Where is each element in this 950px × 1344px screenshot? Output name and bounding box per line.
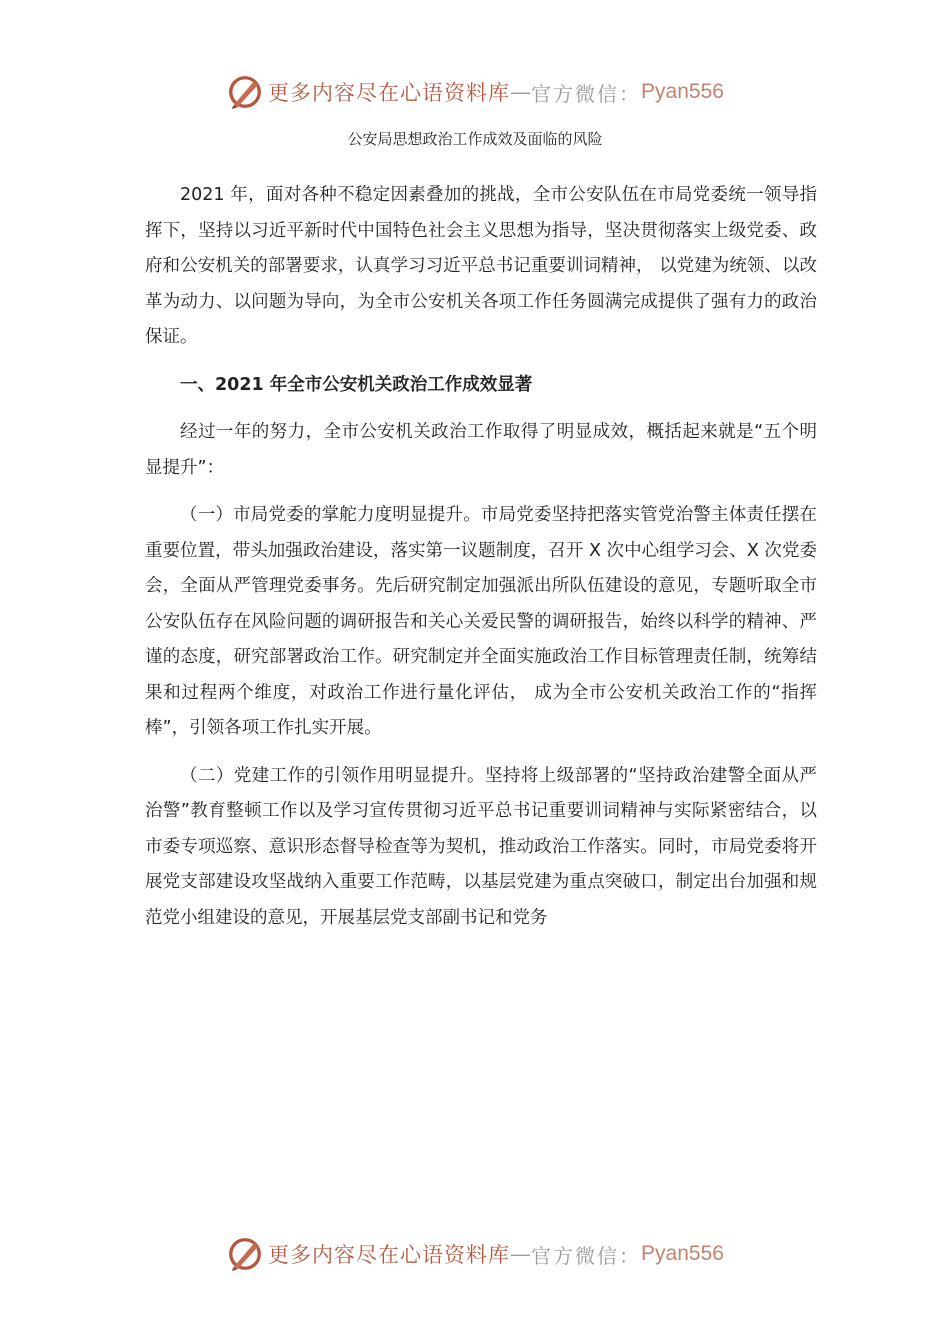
section-heading: 一、2021 年全市公安机关政治工作成效显著 (180, 374, 533, 395)
item-two-paragraph: （二）党建工作的引领作用明显提升。坚持将上级部署的“坚持政治建警全面从严治警”教育整顿工作以及学习宣传贯彻习近平总书记重要训词精神与实际紧密结合，以市委专项巡察、意识形态督导检查等为契机，推动政治工作落实。同时，市局党委将开展党支部建设攻坚战纳入重要工作范畴，以基层党建为重点突破口，制定出台加强和规范党小组建设的意见，开展基层党支部副书记和党务 (145, 765, 817, 928)
watermark-main-text: 更多内容尽在心语资料库 (268, 1243, 511, 1267)
watermark-sub-text: 官方微信： (531, 81, 642, 106)
watermark-dash: — (510, 1242, 532, 1266)
watermark-main-text: 更多内容尽在心语资料库 (268, 81, 511, 105)
watermark-id: Pyan556 (641, 80, 724, 103)
pen-logo-icon (226, 1235, 264, 1273)
item-one-paragraph: （一）市局党委的掌舵力度明显提升。市局党委坚持把落实管党治警主体责任摆在重要位置，带头加强政治建设，落实第一议题制度，召开 X 次中心组学习会、X 次党委会，全面从严管理党委事务。先后研究制定加强派出所队伍建设的意见，专题听取全市公安队伍存在风险问题的调研报告和关心关爱民警的调研报告，始终以科学的精神、严谨的态度，研究部署政治工作。研究制定并全面实施政治工作目标管理责任制，统筹结果和过程两个维度，对政治工作进行量化评估， 成为全市公安机关政治工作的“指挥棒”，引领各项工作扎实开展。 (145, 505, 817, 738)
intro-paragraph: 2021 年，面对各种不稳定因素叠加的挑战，全市公安队伍在市局党委统一领导指挥下，坚持以习近平新时代中国特色社会主义思想为指导，坚决贯彻落实上级党委、政府和公安机关的部署要求，认真学习习近平总书记重要训词精神， 以党建为统领、以改革为动力、以问题为导向，为全市公安机关各项工作任务圆满完成提供了强有力的政治保证。 (145, 185, 817, 347)
watermark-dash: — (510, 80, 532, 104)
watermark-sub-text: 官方微信： (531, 1243, 642, 1268)
watermark-banner-bottom (0, 1232, 950, 1276)
pen-logo-icon (226, 73, 264, 111)
document-body (145, 178, 817, 948)
section-intro-paragraph: 经过一年的努力，全市公安机关政治工作取得了明显成效，概括起来就是“五个明显提升”： (145, 422, 817, 478)
watermark-id: Pyan556 (641, 1242, 724, 1265)
watermark-banner-top (0, 70, 950, 114)
document-title: 公安局思想政治工作成效及面临的风险 (347, 130, 603, 148)
